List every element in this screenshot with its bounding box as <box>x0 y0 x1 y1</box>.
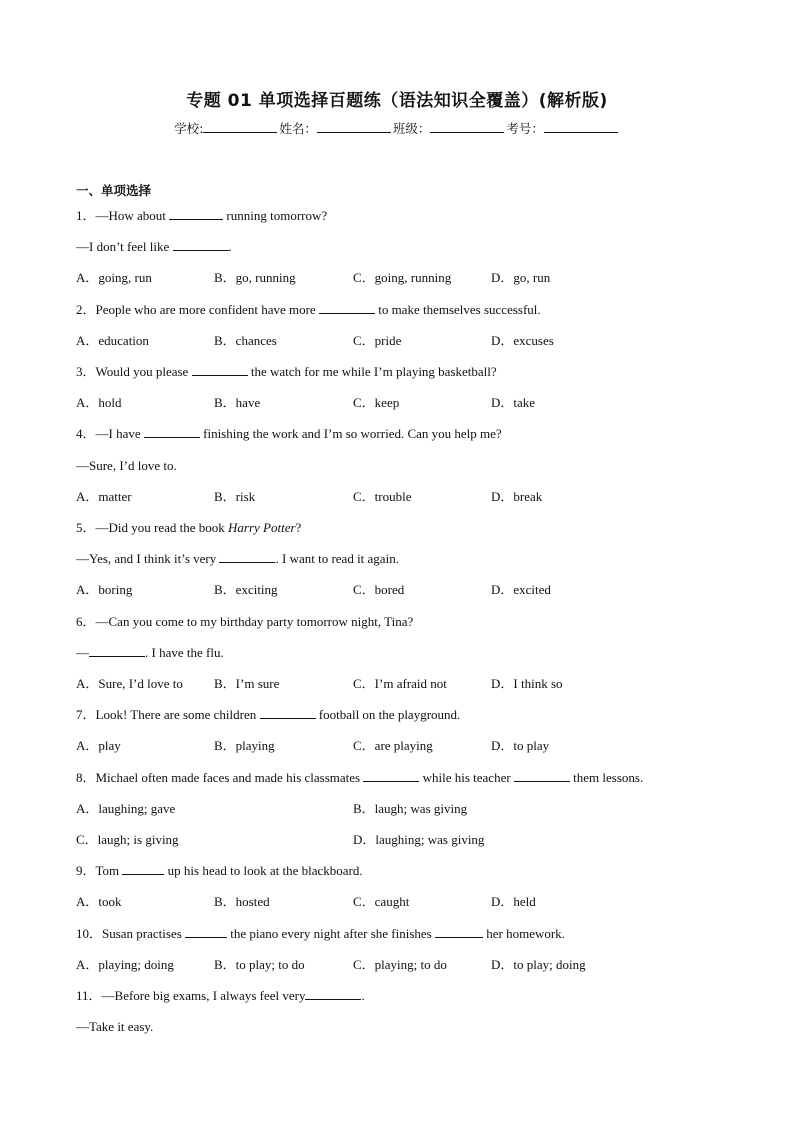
question-8-option-d[interactable]: D．laughing; was giving <box>353 832 485 847</box>
question-1-option-c[interactable]: C．going, running <box>353 270 452 285</box>
question-6-option-d[interactable]: D．I think so <box>491 676 563 691</box>
question-7-option-c[interactable]: C．are playing <box>353 738 433 753</box>
question-4-option-c[interactable]: C．trouble <box>353 489 412 504</box>
question-1-option-b[interactable]: B．go, running <box>214 270 296 285</box>
question-7-option-a[interactable]: A．play <box>76 738 121 753</box>
question-10-option-d[interactable]: D．to play; doing <box>491 957 586 972</box>
school-blank[interactable] <box>203 120 277 133</box>
question-2-stem: 2．People who are more confident have more to make themselves successful. <box>76 302 541 317</box>
question-2-option-c[interactable]: C．pride <box>353 333 402 348</box>
question-9-option-d[interactable]: D．held <box>491 894 536 909</box>
question-10-option-b[interactable]: B．to play; to do <box>214 957 305 972</box>
question-3-option-d[interactable]: D．take <box>491 395 536 410</box>
question-9-option-b[interactable]: B．hosted <box>214 894 270 909</box>
question-9-option-c[interactable]: C．caught <box>353 894 410 909</box>
question-3-stem: 3．Would you please the watch for me while I’m playing basketball? <box>76 364 497 379</box>
question-1-option-d[interactable]: D．go, run <box>491 270 551 285</box>
question-5-stem: 5．—Did you read the book Harry Potter? <box>76 520 302 535</box>
question-5-option-b[interactable]: B．exciting <box>214 582 278 597</box>
name-label: 姓名： <box>279 121 317 136</box>
question-7-option-b[interactable]: B．playing <box>214 738 275 753</box>
class-label: 班级： <box>392 121 431 136</box>
name-blank[interactable] <box>317 120 391 133</box>
exam-number-blank[interactable] <box>544 120 618 133</box>
question-1-stem: 1．—How about running tomorrow? <box>76 208 328 223</box>
question-6-reply: — . I have the flu. <box>76 645 224 660</box>
page-title: 专题 01 单项选择百题练（语法知识全覆盖）(解析版) <box>186 91 608 111</box>
section-title: 一、单项选择 <box>76 183 152 198</box>
question-9-option-a[interactable]: A．took <box>76 894 122 909</box>
question-4-stem: 4．—I have finishing the work and I’m so worried. Can you help me? <box>76 426 502 441</box>
question-5-reply: —Yes, and I think it’s very . I want to read it again. <box>76 551 399 566</box>
question-3-option-b[interactable]: B．have <box>214 395 261 410</box>
class-blank[interactable] <box>430 120 504 133</box>
question-2-option-a[interactable]: A．education <box>76 333 149 348</box>
question-9-stem: 9．Tom up his head to look at the blackboard. <box>76 863 363 878</box>
student-info-line <box>0 119 794 137</box>
school-label: 学校: <box>174 121 204 136</box>
exam-number-label: 考号： <box>506 121 544 136</box>
question-5-option-d[interactable]: D．excited <box>491 582 551 597</box>
question-5-option-c[interactable]: C．bored <box>353 582 405 597</box>
question-11-stem: 11．—Before big exams, I always feel very . <box>76 988 365 1003</box>
question-4-option-b[interactable]: B．risk <box>214 489 256 504</box>
question-1-option-a[interactable]: A．going, run <box>76 270 152 285</box>
question-10-option-c[interactable]: C．playing; to do <box>353 957 447 972</box>
question-4-option-d[interactable]: D．break <box>491 489 543 504</box>
question-7-stem: 7．Look! There are some children football on the playground. <box>76 707 461 722</box>
question-6-option-c[interactable]: C．I’m afraid not <box>353 676 447 691</box>
question-7-option-d[interactable]: D．to play <box>491 738 550 753</box>
question-5-option-a[interactable]: A．boring <box>76 582 133 597</box>
question-6-stem: 6．—Can you come to my birthday party tomorrow night, Tina? <box>76 614 414 629</box>
question-8-option-b[interactable]: B．laugh; was giving <box>353 801 468 816</box>
question-3-option-a[interactable]: A．hold <box>76 395 122 410</box>
question-6-option-b[interactable]: B．I’m sure <box>214 676 280 691</box>
question-2-option-d[interactable]: D．excuses <box>491 333 554 348</box>
question-8-option-c[interactable]: C．laugh; is giving <box>76 832 179 847</box>
question-6-option-a[interactable]: A．Sure, I’d love to <box>76 676 183 691</box>
question-10-option-a[interactable]: A．playing; doing <box>76 957 174 972</box>
question-4-reply: —Sure, I’d love to. <box>76 458 177 473</box>
question-4-option-a[interactable]: A．matter <box>76 489 132 504</box>
question-11-reply: —Take it easy. <box>76 1019 154 1034</box>
question-3-option-c[interactable]: C．keep <box>353 395 400 410</box>
question-8-stem: 8．Michael often made faces and made his classmates while his teacher them lessons. <box>76 770 644 785</box>
question-8-option-a[interactable]: A．laughing; gave <box>76 801 176 816</box>
question-10-stem: 10．Susan practises the piano every night after she finishes her homework. <box>76 926 565 941</box>
question-1-reply: —I don’t feel like . <box>76 239 232 254</box>
question-2-option-b[interactable]: B．chances <box>214 333 277 348</box>
